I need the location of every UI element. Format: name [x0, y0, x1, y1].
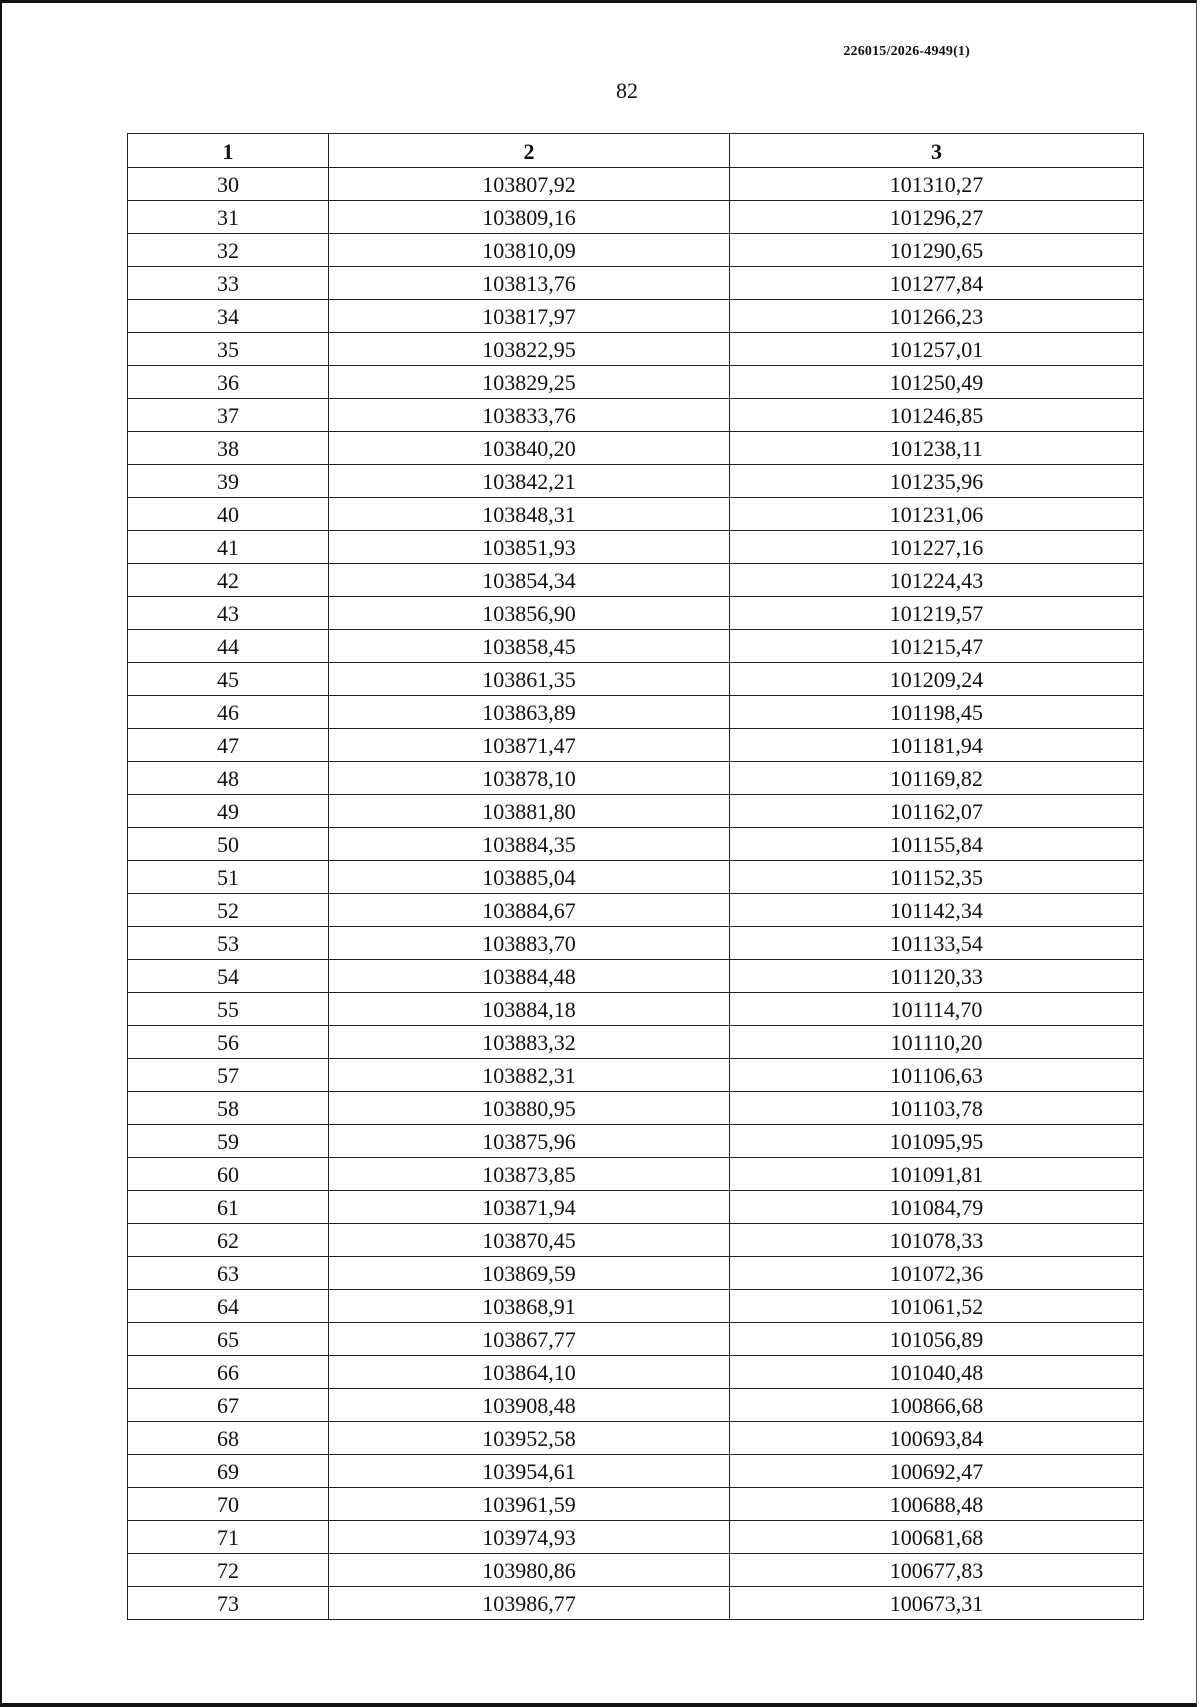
row-number-cell: 56 [128, 1026, 329, 1059]
column-2-value-cell: 103881,80 [329, 795, 730, 828]
column-2-value-cell: 103884,35 [329, 828, 730, 861]
column-3-value-cell: 100688,48 [730, 1488, 1144, 1521]
column-3-value-cell: 101162,07 [730, 795, 1144, 828]
column-3-value-cell: 101142,34 [730, 894, 1144, 927]
column-3-value-cell: 101235,96 [730, 465, 1144, 498]
page-number: 82 [616, 78, 638, 103]
column-3-value-cell: 101095,95 [730, 1125, 1144, 1158]
table-row [128, 960, 1144, 993]
table-header-row [128, 134, 1144, 168]
table-row [128, 1257, 1144, 1290]
column-3-value-cell: 101224,43 [730, 564, 1144, 597]
column-2-value-cell: 103884,48 [329, 960, 730, 993]
column-3-value-cell: 101266,23 [730, 300, 1144, 333]
table-row [128, 993, 1144, 1026]
coordinates-table [127, 133, 1144, 1620]
table-row [128, 300, 1144, 333]
column-3-value-cell: 100866,68 [730, 1389, 1144, 1422]
document-reference: 226015/2026-4949(1) [843, 44, 970, 59]
column-2-value-cell: 103875,96 [329, 1125, 730, 1158]
column-3-value-cell: 101250,49 [730, 366, 1144, 399]
column-header-1: 1 [128, 134, 329, 168]
row-number-cell: 70 [128, 1488, 329, 1521]
row-number-cell: 31 [128, 201, 329, 234]
column-3-value-cell: 100673,31 [730, 1587, 1144, 1620]
column-3-value-cell: 101246,85 [730, 399, 1144, 432]
row-number-cell: 42 [128, 564, 329, 597]
table-row [128, 696, 1144, 729]
column-2-value-cell: 103848,31 [329, 498, 730, 531]
column-2-value-cell: 103954,61 [329, 1455, 730, 1488]
column-2-value-cell: 103854,34 [329, 564, 730, 597]
table-row [128, 1059, 1144, 1092]
column-2-value-cell: 103863,89 [329, 696, 730, 729]
column-2-value-cell: 103884,18 [329, 993, 730, 1026]
row-number-cell: 62 [128, 1224, 329, 1257]
column-header-3: 3 [730, 134, 1144, 168]
table-row [128, 1455, 1144, 1488]
table-row [128, 597, 1144, 630]
column-2-value-cell: 103908,48 [329, 1389, 730, 1422]
table-row [128, 663, 1144, 696]
column-2-value-cell: 103810,09 [329, 234, 730, 267]
column-2-value-cell: 103817,97 [329, 300, 730, 333]
column-3-value-cell: 101227,16 [730, 531, 1144, 564]
column-3-value-cell: 100693,84 [730, 1422, 1144, 1455]
row-number-cell: 35 [128, 333, 329, 366]
column-2-value-cell: 103882,31 [329, 1059, 730, 1092]
column-3-value-cell: 101215,47 [730, 630, 1144, 663]
column-3-value-cell: 101084,79 [730, 1191, 1144, 1224]
row-number-cell: 32 [128, 234, 329, 267]
column-3-value-cell: 100681,68 [730, 1521, 1144, 1554]
row-number-cell: 64 [128, 1290, 329, 1323]
column-3-value-cell: 101257,01 [730, 333, 1144, 366]
table-row [128, 201, 1144, 234]
table-row [128, 828, 1144, 861]
table-row [128, 1323, 1144, 1356]
table-row [128, 1554, 1144, 1587]
column-3-value-cell: 101091,81 [730, 1158, 1144, 1191]
table-row [128, 861, 1144, 894]
column-2-value-cell: 103871,94 [329, 1191, 730, 1224]
column-3-value-cell: 101198,45 [730, 696, 1144, 729]
table-row [128, 795, 1144, 828]
table-row [128, 168, 1144, 201]
row-number-cell: 57 [128, 1059, 329, 1092]
column-3-value-cell: 101106,63 [730, 1059, 1144, 1092]
row-number-cell: 55 [128, 993, 329, 1026]
column-3-value-cell: 101103,78 [730, 1092, 1144, 1125]
row-number-cell: 65 [128, 1323, 329, 1356]
column-2-value-cell: 103974,93 [329, 1521, 730, 1554]
column-3-value-cell: 101238,11 [730, 432, 1144, 465]
table-row [128, 399, 1144, 432]
column-2-value-cell: 103851,93 [329, 531, 730, 564]
row-number-cell: 66 [128, 1356, 329, 1389]
column-2-value-cell: 103986,77 [329, 1587, 730, 1620]
row-number-cell: 44 [128, 630, 329, 663]
row-number-cell: 73 [128, 1587, 329, 1620]
row-number-cell: 67 [128, 1389, 329, 1422]
row-number-cell: 34 [128, 300, 329, 333]
row-number-cell: 49 [128, 795, 329, 828]
column-2-value-cell: 103885,04 [329, 861, 730, 894]
table-row [128, 1290, 1144, 1323]
column-2-value-cell: 103870,45 [329, 1224, 730, 1257]
table-row [128, 927, 1144, 960]
column-2-value-cell: 103883,32 [329, 1026, 730, 1059]
column-3-value-cell: 101078,33 [730, 1224, 1144, 1257]
column-3-value-cell: 101181,94 [730, 729, 1144, 762]
column-3-value-cell: 101296,27 [730, 201, 1144, 234]
table-row [128, 333, 1144, 366]
table-row [128, 1224, 1144, 1257]
row-number-cell: 52 [128, 894, 329, 927]
row-number-cell: 53 [128, 927, 329, 960]
column-2-value-cell: 103858,45 [329, 630, 730, 663]
row-number-cell: 40 [128, 498, 329, 531]
row-number-cell: 63 [128, 1257, 329, 1290]
row-number-cell: 61 [128, 1191, 329, 1224]
column-2-value-cell: 103856,90 [329, 597, 730, 630]
table-row [128, 564, 1144, 597]
column-3-value-cell: 100677,83 [730, 1554, 1144, 1587]
table-row [128, 1158, 1144, 1191]
row-number-cell: 41 [128, 531, 329, 564]
column-2-value-cell: 103861,35 [329, 663, 730, 696]
row-number-cell: 69 [128, 1455, 329, 1488]
column-2-value-cell: 103884,67 [329, 894, 730, 927]
table-row [128, 267, 1144, 300]
column-3-value-cell: 101155,84 [730, 828, 1144, 861]
column-3-value-cell: 101056,89 [730, 1323, 1144, 1356]
column-3-value-cell: 101169,82 [730, 762, 1144, 795]
row-number-cell: 72 [128, 1554, 329, 1587]
row-number-cell: 33 [128, 267, 329, 300]
row-number-cell: 51 [128, 861, 329, 894]
row-number-cell: 37 [128, 399, 329, 432]
table-row [128, 1092, 1144, 1125]
column-3-value-cell: 101133,54 [730, 927, 1144, 960]
row-number-cell: 50 [128, 828, 329, 861]
column-3-value-cell: 101290,65 [730, 234, 1144, 267]
column-2-value-cell: 103883,70 [329, 927, 730, 960]
column-3-value-cell: 101061,52 [730, 1290, 1144, 1323]
row-number-cell: 36 [128, 366, 329, 399]
row-number-cell: 48 [128, 762, 329, 795]
row-number-cell: 38 [128, 432, 329, 465]
column-2-value-cell: 103833,76 [329, 399, 730, 432]
column-3-value-cell: 101277,84 [730, 267, 1144, 300]
column-3-value-cell: 101110,20 [730, 1026, 1144, 1059]
column-2-value-cell: 103961,59 [329, 1488, 730, 1521]
table-row [128, 1356, 1144, 1389]
row-number-cell: 60 [128, 1158, 329, 1191]
row-number-cell: 59 [128, 1125, 329, 1158]
column-2-value-cell: 103813,76 [329, 267, 730, 300]
row-number-cell: 47 [128, 729, 329, 762]
table-row [128, 1389, 1144, 1422]
column-2-value-cell: 103822,95 [329, 333, 730, 366]
column-2-value-cell: 103880,95 [329, 1092, 730, 1125]
row-number-cell: 46 [128, 696, 329, 729]
table-row [128, 465, 1144, 498]
table-row [128, 432, 1144, 465]
column-2-value-cell: 103842,21 [329, 465, 730, 498]
column-3-value-cell: 101072,36 [730, 1257, 1144, 1290]
table-row [128, 729, 1144, 762]
table-row [128, 1488, 1144, 1521]
column-2-value-cell: 103878,10 [329, 762, 730, 795]
column-3-value-cell: 100692,47 [730, 1455, 1144, 1488]
column-2-value-cell: 103809,16 [329, 201, 730, 234]
column-3-value-cell: 101114,70 [730, 993, 1144, 1026]
column-2-value-cell: 103868,91 [329, 1290, 730, 1323]
column-3-value-cell: 101120,33 [730, 960, 1144, 993]
table-row [128, 894, 1144, 927]
row-number-cell: 43 [128, 597, 329, 630]
row-number-cell: 54 [128, 960, 329, 993]
table-body [128, 168, 1144, 1620]
column-2-value-cell: 103829,25 [329, 366, 730, 399]
column-3-value-cell: 101231,06 [730, 498, 1144, 531]
column-header-2: 2 [329, 134, 730, 168]
column-2-value-cell: 103980,86 [329, 1554, 730, 1587]
row-number-cell: 30 [128, 168, 329, 201]
table-row [128, 1422, 1144, 1455]
column-3-value-cell: 101310,27 [730, 168, 1144, 201]
column-2-value-cell: 103869,59 [329, 1257, 730, 1290]
column-3-value-cell: 101040,48 [730, 1356, 1144, 1389]
column-2-value-cell: 103867,77 [329, 1323, 730, 1356]
column-2-value-cell: 103952,58 [329, 1422, 730, 1455]
row-number-cell: 58 [128, 1092, 329, 1125]
table-row [128, 1026, 1144, 1059]
column-2-value-cell: 103873,85 [329, 1158, 730, 1191]
table-row [128, 366, 1144, 399]
table-row [128, 1191, 1144, 1224]
table-row [128, 1587, 1144, 1620]
table-row [128, 630, 1144, 663]
column-2-value-cell: 103807,92 [329, 168, 730, 201]
column-2-value-cell: 103864,10 [329, 1356, 730, 1389]
table-row [128, 1521, 1144, 1554]
table-row [128, 498, 1144, 531]
column-3-value-cell: 101219,57 [730, 597, 1144, 630]
row-number-cell: 68 [128, 1422, 329, 1455]
column-3-value-cell: 101209,24 [730, 663, 1144, 696]
column-3-value-cell: 101152,35 [730, 861, 1144, 894]
row-number-cell: 39 [128, 465, 329, 498]
table-row [128, 531, 1144, 564]
table-row [128, 762, 1144, 795]
column-2-value-cell: 103840,20 [329, 432, 730, 465]
column-2-value-cell: 103871,47 [329, 729, 730, 762]
table-row [128, 234, 1144, 267]
row-number-cell: 45 [128, 663, 329, 696]
table-row [128, 1125, 1144, 1158]
row-number-cell: 71 [128, 1521, 329, 1554]
